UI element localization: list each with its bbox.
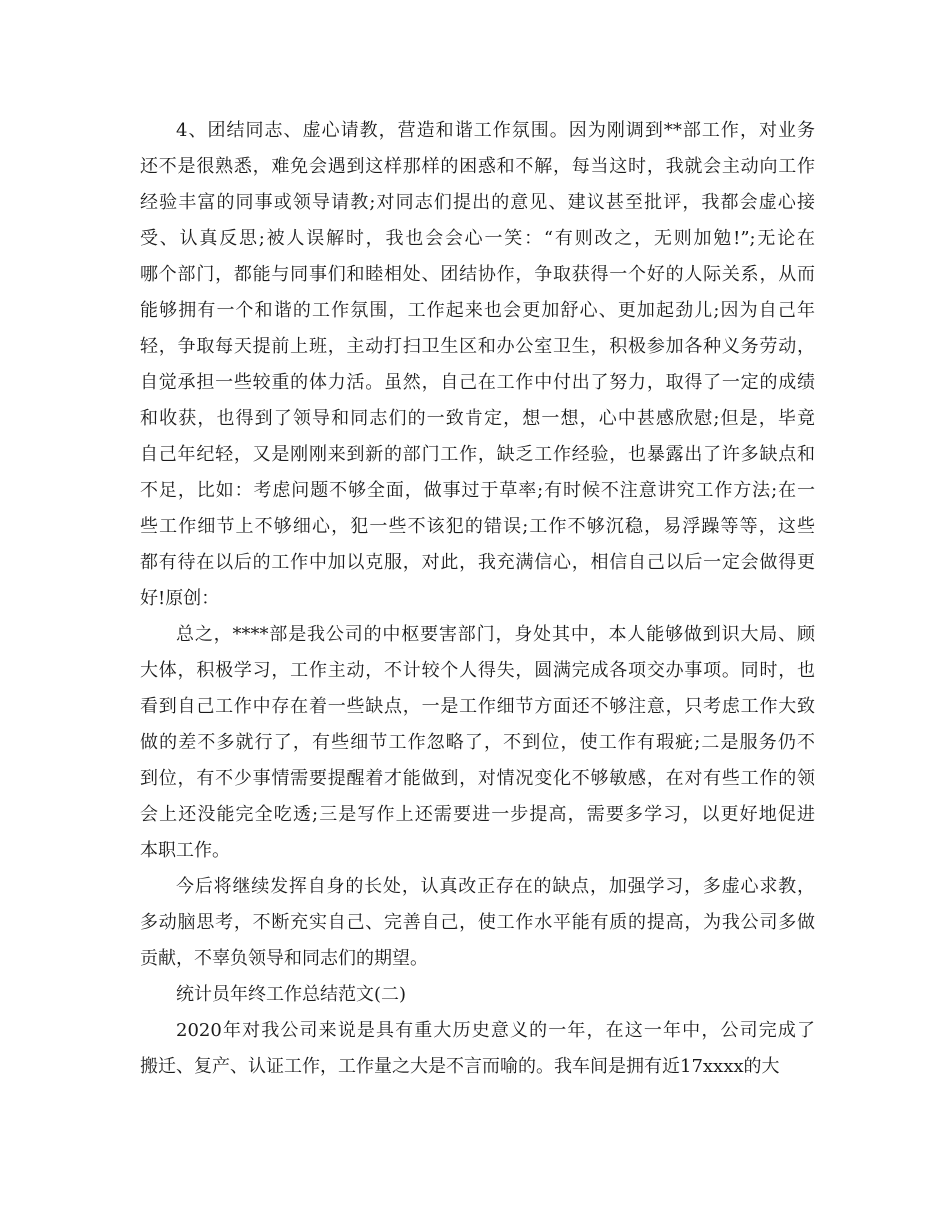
text-line: 自己年纪轻，又是刚刚来到新的部门工作，缺乏工作经验，也暴露出了许多缺点和 (140, 444, 815, 465)
text-line: 总之，****部是我公司的中枢要害部门，身处其中，本人能够做到识大局、顾 (176, 624, 815, 645)
text-line: 到位，有不少事情需要提醒着才能做到，对情况变化不够敏感，在对有些工作的领 (140, 768, 815, 789)
text-line: 本职工作。 (140, 840, 230, 861)
text-line: 自觉承担一些较重的体力活。虽然，自己在工作中付出了努力，取得了一定的成绩 (140, 372, 815, 393)
text-line: 多动脑思考，不断充实自己、完善自己，使工作水平能有质的提高，为我公司多做 (140, 912, 815, 933)
text-line: 会上还没能完全吃透;三是写作上还需要进一步提高，需要多学习，以更好地促进 (140, 804, 815, 825)
paragraph (140, 617, 815, 869)
section-heading (140, 977, 815, 1013)
text-line: 能够拥有一个和谐的工作氛围，工作起来也会更加舒心、更加起劲儿;因为自己年 (140, 300, 815, 321)
document-body (140, 113, 815, 1085)
text-line: 大体，积极学习，工作主动，不计较个人得失，圆满完成各项交办事项。同时，也 (140, 660, 815, 681)
text-line: 哪个部门，都能与同事们和睦相处、团结协作，争取获得一个好的人际关系，从而 (140, 264, 815, 285)
text-line: 做的差不多就行了，有些细节工作忽略了，不到位，使工作有瑕疵;二是服务仍不 (140, 732, 815, 753)
text-line: 统计员年终工作总结范文(二) (176, 984, 407, 1005)
text-line: 2020年对我公司来说是具有重大历史意义的一年，在这一年中，公司完成了 (176, 1020, 815, 1041)
text-line: 轻，争取每天提前上班，主动打扫卫生区和办公室卫生，积极参加各种义务劳动， (140, 336, 815, 357)
text-line: 4、团结同志、虚心请教，营造和谐工作氛围。因为刚调到**部工作，对业务 (176, 120, 815, 141)
paragraph (140, 1013, 815, 1085)
text-line: 贡献，不辜负领导和同志们的期望。 (140, 948, 428, 969)
text-line: 看到自己工作中存在着一些缺点，一是工作细节方面还不够注意，只考虑工作大致 (140, 696, 815, 717)
text-line: 受、认真反思;被人误解时，我也会会心一笑：“有则改之，无则加勉!”;无论在 (140, 228, 815, 249)
text-line: 都有待在以后的工作中加以克服，对此，我充满信心，相信自己以后一定会做得更 (140, 552, 815, 573)
text-line: 和收获，也得到了领导和同志们的一致肯定，想一想，心中甚感欣慰;但是，毕竟 (140, 408, 815, 429)
paragraph (140, 113, 815, 617)
text-line: 好!原创： (140, 588, 220, 609)
text-line: 还不是很熟悉，难免会遇到这样那样的困惑和不解，每当这时，我就会主动向工作 (140, 156, 815, 177)
text-line: 今后将继续发挥自身的长处，认真改正存在的缺点，加强学习，多虚心求教， (176, 876, 815, 897)
paragraph (140, 869, 815, 977)
text-line: 经验丰富的同事或领导请教;对同志们提出的意见、建议甚至批评，我都会虚心接 (140, 192, 815, 213)
text-line: 些工作细节上不够细心，犯一些不该犯的错误;工作不够沉稳，易浮躁等等，这些 (140, 516, 815, 537)
text-line: 不足，比如：考虑问题不够全面，做事过于草率;有时候不注意讲究工作方法;在一 (140, 480, 815, 501)
text-line: 搬迁、复产、认证工作，工作量之大是不言而喻的。我车间是拥有近17xxxx的大 (140, 1056, 780, 1077)
